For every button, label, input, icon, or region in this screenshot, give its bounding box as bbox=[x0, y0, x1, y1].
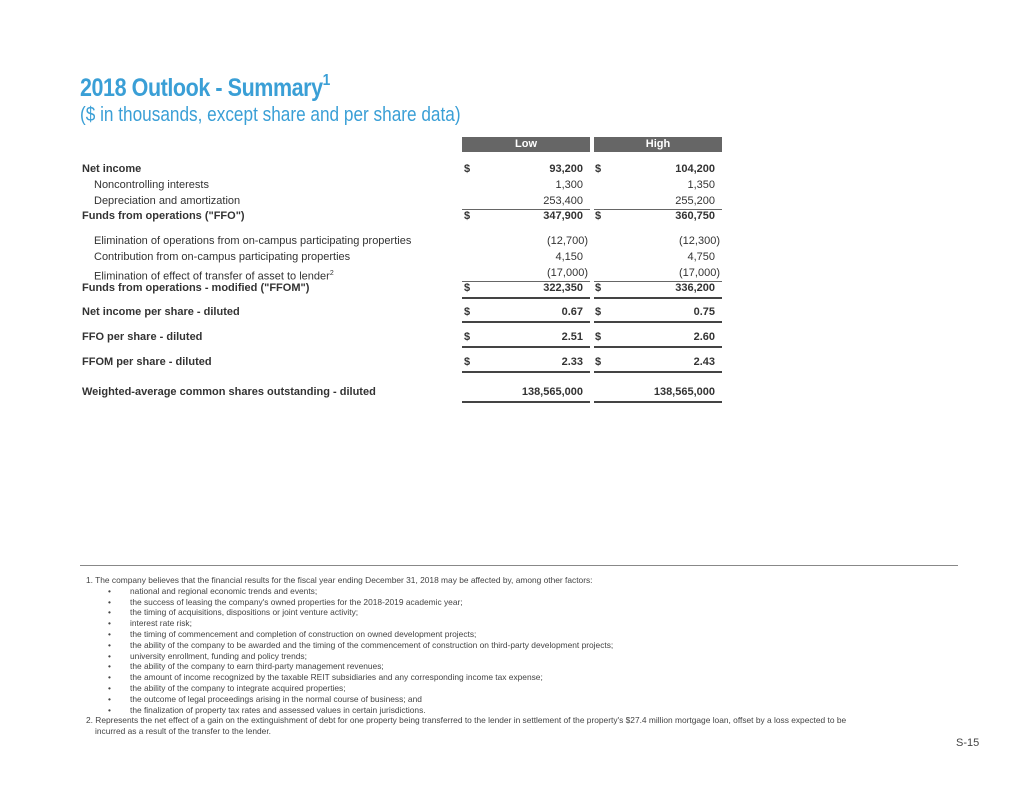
list-item bbox=[86, 694, 966, 705]
high-value: 255,200 bbox=[675, 195, 715, 207]
row-label: Net income bbox=[82, 163, 142, 175]
list-item bbox=[86, 629, 966, 640]
row-label: Noncontrolling interests bbox=[94, 179, 209, 191]
currency-symbol: $ bbox=[595, 306, 602, 318]
high-value: 1,350 bbox=[687, 179, 715, 191]
total-rule bbox=[594, 297, 722, 299]
footnote-1: 1. The company believes that the financial results for the fiscal year ending December 31, 2018 may be affected by, among other factors: bbox=[86, 575, 593, 585]
footnote-divider bbox=[80, 565, 958, 566]
low-value: 93,200 bbox=[549, 163, 583, 175]
table-row bbox=[82, 162, 722, 177]
list-item-text: the timing of commencement and completion of construction on owned development projects; bbox=[130, 628, 477, 639]
list-item bbox=[86, 705, 966, 716]
high-value: 2.43 bbox=[693, 356, 715, 368]
low-value: 2.51 bbox=[561, 331, 583, 343]
bullet-icon: • bbox=[108, 682, 111, 693]
footnote-2-continued: incurred as a result of the transfer to the lender. bbox=[95, 726, 271, 737]
table-row bbox=[82, 281, 722, 296]
table-row bbox=[82, 209, 722, 224]
table-row bbox=[82, 305, 722, 320]
currency-symbol: $ bbox=[464, 163, 471, 175]
currency-symbol: $ bbox=[464, 356, 471, 368]
bullet-icon: • bbox=[108, 585, 111, 596]
low-value: 4,150 bbox=[555, 251, 583, 263]
bullet-icon: • bbox=[108, 650, 111, 661]
high-value: 104,200 bbox=[675, 163, 715, 175]
column-header-low: Low bbox=[462, 137, 590, 152]
row-label: Depreciation and amortization bbox=[94, 195, 241, 207]
list-item bbox=[86, 683, 966, 694]
currency-symbol: $ bbox=[595, 282, 602, 294]
row-label: FFOM per share - diluted bbox=[82, 356, 212, 368]
low-value: 347,900 bbox=[543, 210, 583, 222]
table-row bbox=[82, 266, 722, 281]
row-label: Elimination of operations from on-campus participating properties bbox=[94, 235, 412, 247]
table-row bbox=[82, 194, 722, 209]
row-label: Contribution from on-campus participating properties bbox=[94, 251, 351, 263]
currency-symbol: $ bbox=[464, 210, 471, 222]
total-rule bbox=[594, 346, 722, 348]
list-item bbox=[86, 586, 966, 597]
table-row bbox=[82, 330, 722, 345]
currency-symbol: $ bbox=[595, 331, 602, 343]
currency-symbol: $ bbox=[464, 306, 471, 318]
bullet-icon: • bbox=[108, 618, 111, 629]
total-rule bbox=[594, 321, 722, 323]
table-row bbox=[82, 234, 722, 249]
table-row bbox=[82, 355, 722, 370]
high-value: 360,750 bbox=[675, 210, 715, 222]
list-item-text: the success of leasing the company's owned properties for the 2018-2019 academic year; bbox=[130, 596, 463, 607]
list-item bbox=[86, 640, 966, 651]
list-item bbox=[86, 607, 966, 618]
total-rule bbox=[594, 371, 722, 373]
list-item-text: national and regional economic trends and events; bbox=[130, 585, 318, 596]
low-value: 2.33 bbox=[561, 356, 583, 368]
row-label: Net income per share - diluted bbox=[82, 306, 240, 318]
low-value: 253,400 bbox=[543, 195, 583, 207]
high-value: (12,300) bbox=[679, 235, 720, 247]
list-item bbox=[86, 661, 966, 672]
currency-symbol: $ bbox=[464, 331, 471, 343]
bullet-icon: • bbox=[108, 607, 111, 618]
list-item bbox=[86, 597, 966, 608]
low-value: 138,565,000 bbox=[521, 386, 583, 398]
row-label: Funds from operations ("FFO") bbox=[82, 210, 245, 222]
low-value: (17,000) bbox=[547, 267, 588, 279]
list-item-text: the amount of income recognized by the taxable REIT subsidiaries and any corresponding income tax expense; bbox=[130, 672, 543, 683]
bullet-icon: • bbox=[108, 661, 111, 672]
list-item bbox=[86, 672, 966, 683]
list-item-text: the ability of the company to be awarded and the timing of the commencement of construction on third-party development projects; bbox=[130, 639, 614, 650]
bullet-icon: • bbox=[108, 704, 111, 715]
list-item-text: the outcome of legal proceedings arising in the normal course of business; and bbox=[130, 693, 422, 704]
high-value: 4,750 bbox=[687, 251, 715, 263]
column-header-high: High bbox=[594, 137, 722, 152]
footnote-2: 2. Represents the net effect of a gain on the extinguishment of debt for one property being transferred to the lender in settlement of the property's $27.4 million mortgage loan, offset by a loss expected to be bbox=[86, 715, 847, 726]
total-rule bbox=[462, 297, 590, 299]
high-value: 2.60 bbox=[693, 331, 715, 343]
page-title bbox=[80, 74, 330, 103]
row-label: Weighted-average common shares outstanding - diluted bbox=[82, 386, 376, 398]
title-footnote-ref: 1 bbox=[322, 72, 330, 89]
list-item-text: the finalization of property tax rates and assessed values in certain jurisdictions. bbox=[130, 704, 426, 715]
footnote-ref: 2 bbox=[329, 270, 334, 277]
total-rule bbox=[462, 321, 590, 323]
currency-symbol: $ bbox=[595, 163, 602, 175]
total-rule bbox=[462, 371, 590, 373]
table-row bbox=[82, 178, 722, 193]
list-item-text: interest rate risk; bbox=[130, 618, 192, 629]
low-value: 0.67 bbox=[561, 306, 583, 318]
high-value: (17,000) bbox=[679, 267, 720, 279]
high-value: 0.75 bbox=[693, 306, 715, 318]
bullet-icon: • bbox=[108, 596, 111, 607]
list-item bbox=[86, 618, 966, 629]
high-value: 138,565,000 bbox=[653, 386, 715, 398]
total-rule bbox=[594, 401, 722, 403]
currency-symbol: $ bbox=[595, 356, 602, 368]
footnotes bbox=[86, 575, 966, 737]
low-value: 322,350 bbox=[543, 282, 583, 294]
page-number: S-15 bbox=[956, 737, 980, 749]
bullet-icon: • bbox=[108, 639, 111, 650]
table-row bbox=[82, 250, 722, 265]
bullet-icon: • bbox=[108, 693, 111, 704]
low-value: (12,700) bbox=[547, 235, 588, 247]
table-row bbox=[82, 385, 722, 400]
list-item bbox=[86, 651, 966, 662]
total-rule bbox=[462, 401, 590, 403]
list-item-text: university enrollment, funding and policy trends; bbox=[130, 650, 307, 661]
currency-symbol: $ bbox=[595, 210, 602, 222]
row-label-text: Elimination of effect of transfer of asset to lender bbox=[94, 270, 330, 283]
page-subtitle: ($ in thousands, except share and per share data) bbox=[80, 104, 461, 126]
total-rule bbox=[462, 346, 590, 348]
bullet-icon: • bbox=[108, 672, 111, 683]
row-label: Funds from operations - modified ("FFOM") bbox=[82, 282, 310, 294]
title-text: 2018 Outlook - Summary bbox=[80, 74, 323, 102]
list-item-text: the timing of acquisitions, dispositions or joint venture activity; bbox=[130, 607, 359, 618]
list-item-text: the ability of the company to earn third-party management revenues; bbox=[130, 661, 384, 672]
currency-symbol: $ bbox=[464, 282, 471, 294]
row-label: FFO per share - diluted bbox=[82, 331, 203, 343]
list-item-text: the ability of the company to integrate acquired properties; bbox=[130, 682, 346, 693]
bullet-icon: • bbox=[108, 628, 111, 639]
high-value: 336,200 bbox=[675, 282, 715, 294]
low-value: 1,300 bbox=[555, 179, 583, 191]
